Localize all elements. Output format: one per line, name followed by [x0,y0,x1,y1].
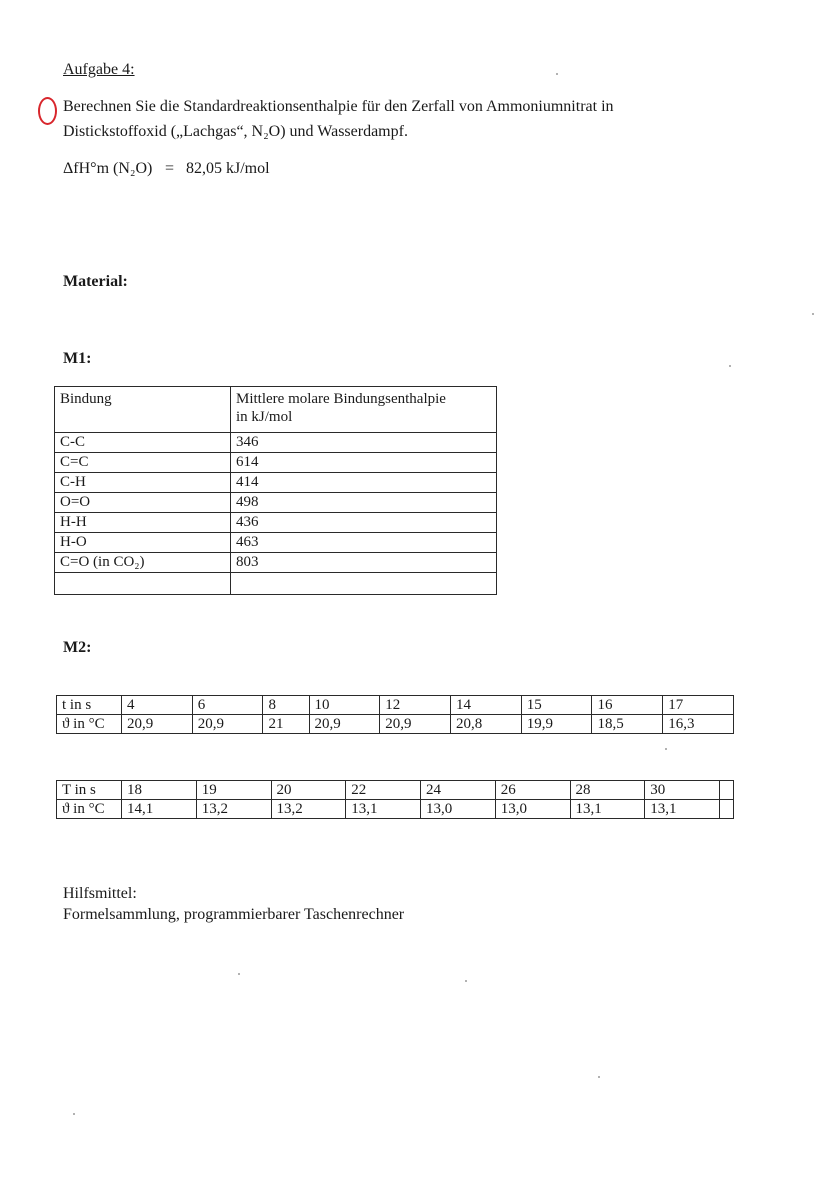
scan-speck [465,980,467,982]
time-cell: 19 [196,781,271,800]
m2-temperature-table-2 [56,780,734,819]
enthalpy-cell: 414 [231,473,497,493]
table-row [55,453,497,473]
aids-text: Formelsammlung, programmierbarer Taschenrechner [63,906,405,923]
time-cell: 17 [663,696,734,715]
time-cell: 15 [521,696,592,715]
m2-temperature-table-1 [56,695,734,734]
m1-bond-enthalpy-table [54,386,497,595]
temperature-cell: 20,8 [451,715,522,734]
task-heading: Aufgabe 4: [63,61,135,78]
enthalpy-cell: 463 [231,533,497,553]
m1-header-enthalpy-line2: in kJ/mol [236,409,293,425]
temperature-cell: 13,2 [196,800,271,819]
temperature-cell: 13,0 [421,800,496,819]
time-cell: 10 [309,696,380,715]
enthalpy-cell: 436 [231,513,497,533]
temperature-cell: 16,3 [663,715,734,734]
time-cell: 16 [592,696,663,715]
temperature-cell: 20,9 [380,715,451,734]
red-circle-mark [38,97,57,125]
temperature-cell: 20,9 [122,715,193,734]
m2-heading: M2: [63,639,92,656]
time-cell: 30 [645,781,720,800]
temperature-cell: 13,0 [495,800,570,819]
scan-speck [812,313,814,315]
empty-cell [720,781,734,800]
m1-header-enthalpy [231,387,497,433]
given-label: ΔfH°m (N₂O) [63,160,153,177]
m1-header-bond: Bindung [55,387,231,433]
time-cell: 26 [495,781,570,800]
bond-cell: H-O [55,533,231,553]
temperature-cell: 13,1 [346,800,421,819]
given-value: 82,05 kJ/mol [186,160,270,177]
enthalpy-cell: 614 [231,453,497,473]
empty-cell [231,573,497,595]
enthalpy-cell: 498 [231,493,497,513]
m1-heading: M1: [63,350,92,367]
bond-cell: C=C [55,453,231,473]
table-row [55,473,497,493]
temperature-cell: 13,1 [645,800,720,819]
time-cell: 22 [346,781,421,800]
scan-speck [556,73,558,75]
scan-speck [598,1076,600,1078]
table-row [57,715,734,734]
temperature-label-cell: ϑ in °C [57,800,122,819]
table-row [57,781,734,800]
temperature-cell: 18,5 [592,715,663,734]
table-row [55,553,497,573]
temperature-cell: 19,9 [521,715,592,734]
time-cell: 28 [570,781,645,800]
empty-cell [720,800,734,819]
table-row [55,493,497,513]
table-row-empty [55,573,497,595]
time-cell: 18 [122,781,197,800]
table-row [55,433,497,453]
table-row [55,513,497,533]
bond-cell: C-C [55,433,231,453]
aids-heading: Hilfsmittel: [63,885,137,902]
time-cell: 8 [263,696,309,715]
temperature-cell: 13,1 [570,800,645,819]
time-cell: 20 [271,781,346,800]
task-question-line2: Distickstoffoxid („Lachgas“, N₂O) und Wasserdampf. [63,123,408,140]
temperature-cell: 20,9 [309,715,380,734]
bond-cell: H-H [55,513,231,533]
temperature-cell: 20,9 [192,715,263,734]
given-equals: = [165,160,175,177]
empty-cell [55,573,231,595]
m1-header-enthalpy-line1: Mittlere molare Bindungsenthalpie [236,391,446,407]
time-cell: 6 [192,696,263,715]
temperature-cell: 14,1 [122,800,197,819]
time-cell: 12 [380,696,451,715]
temperature-cell: 13,2 [271,800,346,819]
temperature-label-cell: ϑ in °C [57,715,122,734]
scan-speck [665,748,667,750]
material-heading: Material: [63,273,128,290]
table-row [57,696,734,715]
bond-cell: C=O (in CO₂) [55,553,231,573]
m1-header-row [55,387,497,433]
bond-cell: C-H [55,473,231,493]
time-label-cell: t in s [57,696,122,715]
enthalpy-cell: 803 [231,553,497,573]
table-row [57,800,734,819]
task-question-line1: Berechnen Sie die Standardreaktionsenthalpie für den Zerfall von Ammoniumnitrat in [63,98,614,115]
scan-speck [238,973,240,975]
table-row [55,533,497,553]
time-cell: 14 [451,696,522,715]
scan-speck [729,365,731,367]
time-cell: 24 [421,781,496,800]
temperature-cell: 21 [263,715,309,734]
enthalpy-cell: 346 [231,433,497,453]
time-cell: 4 [122,696,193,715]
scan-speck [73,1113,75,1115]
bond-cell: O=O [55,493,231,513]
time-label-cell: T in s [57,781,122,800]
